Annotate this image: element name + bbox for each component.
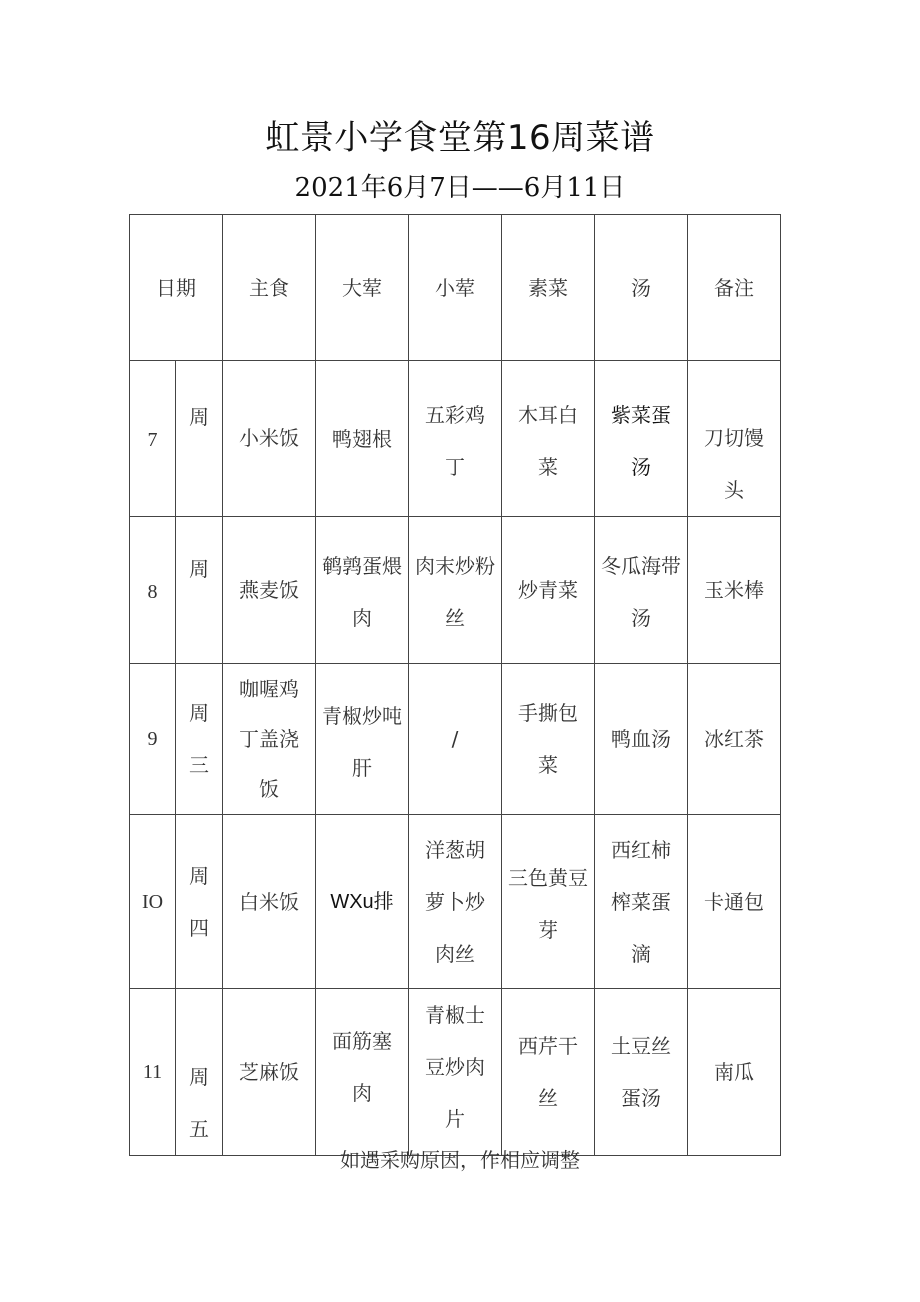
cell-soup: 鸭血汤 xyxy=(595,664,688,815)
cell-staple: 芝麻饭 xyxy=(223,989,316,1156)
weekday: 周 三 xyxy=(176,664,223,815)
cell-staple: 燕麦饭 xyxy=(223,517,316,664)
header-row xyxy=(130,215,781,361)
cell-remark: 卡通包 xyxy=(688,815,781,989)
weekday: 周 xyxy=(176,517,223,664)
table-row xyxy=(130,664,781,815)
weekday: 周 五 xyxy=(176,989,223,1156)
cell-soup: 土豆丝 蛋汤 xyxy=(595,989,688,1156)
cell-small-meat: 肉末炒粉 丝 xyxy=(409,517,502,664)
cell-remark: 南瓜 xyxy=(688,989,781,1156)
cell-main-meat: 面筋塞 肉 xyxy=(316,989,409,1156)
date-range: 2021年6月7日——6月11日 xyxy=(294,173,626,203)
cell-vegetable: 木耳白 菜 xyxy=(502,361,595,517)
cell-vegetable: 手撕包 菜 xyxy=(502,664,595,815)
page-title: 虹景小学食堂第16周菜谱 xyxy=(265,118,655,158)
cell-remark: 玉米棒 xyxy=(688,517,781,664)
day-number: 11 xyxy=(130,989,176,1156)
cell-small-meat: 青椒士 豆炒肉 片 xyxy=(409,989,502,1156)
table-row xyxy=(130,815,781,989)
cell-staple: 白米饭 xyxy=(223,815,316,989)
menu-table xyxy=(129,214,781,1156)
cell-vegetable: 炒青菜 xyxy=(502,517,595,664)
header-vegetable: 素菜 xyxy=(502,215,595,361)
header-main-meat: 大荤 xyxy=(316,215,409,361)
header-small-meat: 小荤 xyxy=(409,215,502,361)
day-number: 8 xyxy=(130,517,176,664)
header-remark: 备注 xyxy=(688,215,781,361)
day-number: IO xyxy=(130,815,176,989)
cell-main-meat: WXu排 xyxy=(316,815,409,989)
cell-vegetable: 三色黄豆 芽 xyxy=(502,815,595,989)
cell-soup: 冬瓜海带 汤 xyxy=(595,517,688,664)
table-row xyxy=(130,517,781,664)
header-staple: 主食 xyxy=(223,215,316,361)
cell-main-meat: 鹌鹑蛋煨 肉 xyxy=(316,517,409,664)
header-soup: 汤 xyxy=(595,215,688,361)
cell-soup: 紫菜蛋 汤 xyxy=(595,361,688,517)
cell-vegetable: 西芹干 丝 xyxy=(502,989,595,1156)
table-row xyxy=(130,989,781,1156)
day-number: 9 xyxy=(130,664,176,815)
day-number: 7 xyxy=(130,361,176,517)
footer-note: 如遇采购原因，作相应调整 xyxy=(340,1148,580,1172)
header-date: 日期 xyxy=(130,215,223,361)
weekday: 周 xyxy=(176,361,223,517)
cell-small-meat: / xyxy=(409,664,502,815)
cell-staple: 小米饭 xyxy=(223,361,316,517)
cell-soup: 西红柿 榨菜蛋 滴 xyxy=(595,815,688,989)
weekday: 周 四 xyxy=(176,815,223,989)
cell-remark: 冰红茶 xyxy=(688,664,781,815)
cell-main-meat: 青椒炒吨 肝 xyxy=(316,664,409,815)
cell-main-meat: 鸭翅根 xyxy=(316,361,409,517)
cell-small-meat: 五彩鸡 丁 xyxy=(409,361,502,517)
cell-remark: 刀切馒 头 xyxy=(688,361,781,517)
cell-staple: 咖喔鸡 丁盖浇 饭 xyxy=(223,664,316,815)
cell-small-meat: 洋葱胡 萝卜炒 肉丝 xyxy=(409,815,502,989)
table-row xyxy=(130,361,781,517)
